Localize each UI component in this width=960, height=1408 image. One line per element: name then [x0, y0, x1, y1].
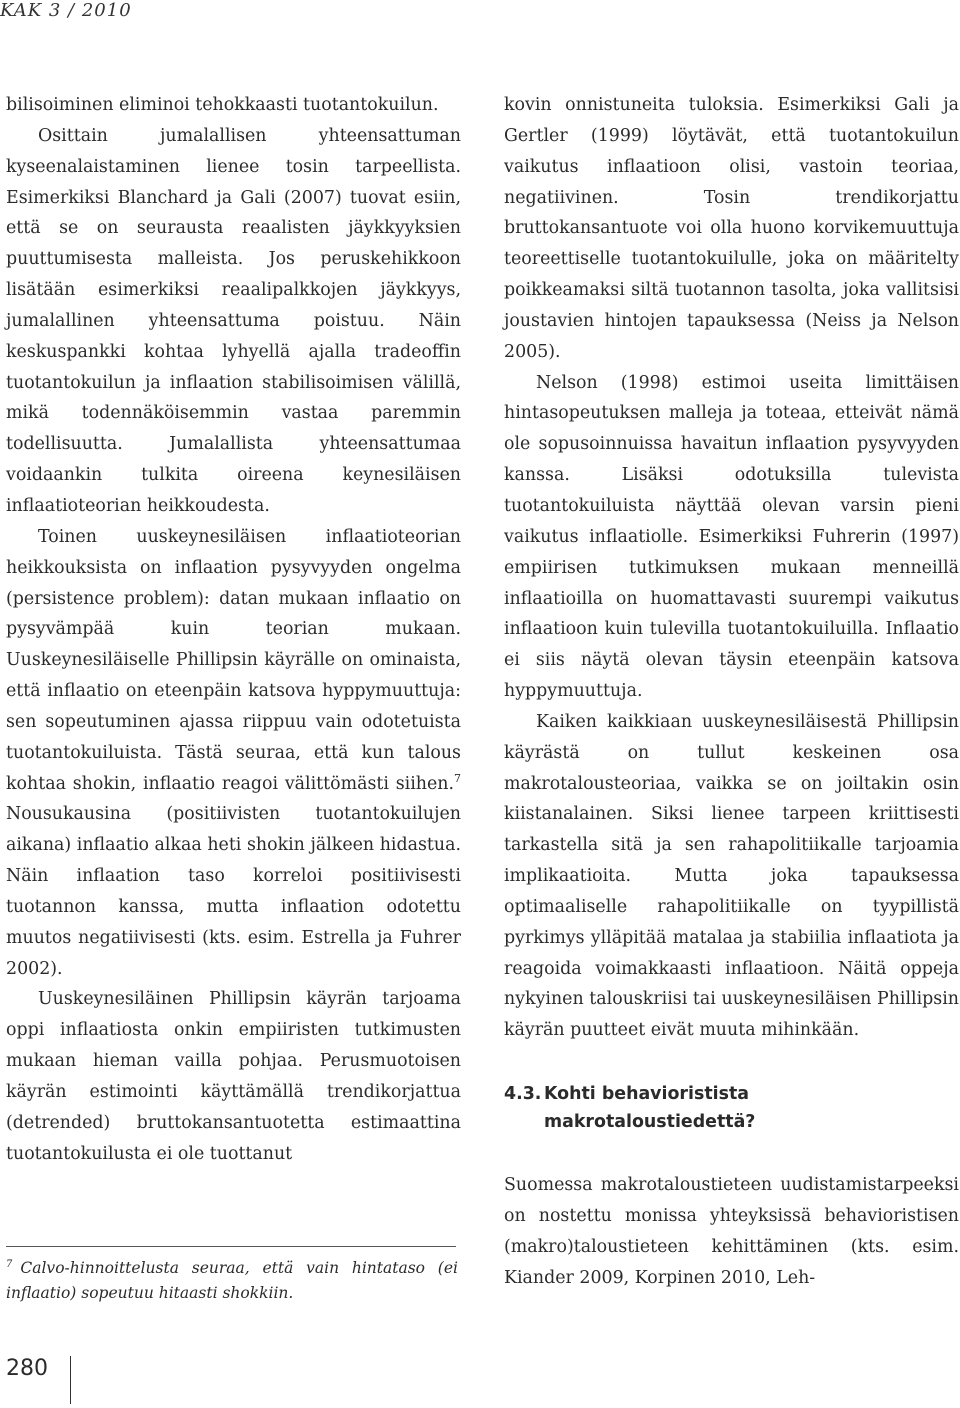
section-number: 4.3.	[504, 1084, 542, 1105]
section-heading	[504, 1080, 959, 1136]
paragraph: Suomessa makrotaloustieteen uudistamistarpeeksi on nostettu monissa yhteyksissä behavioristisen (makro)taloustieteen kehittäminen (kts. esim. Kiander 2009, Korpinen 2010, Leh-	[504, 1175, 959, 1288]
journal-header: KAK 3 / 2010	[0, 0, 132, 21]
paragraph	[6, 522, 461, 985]
right-column	[504, 90, 959, 1294]
section-title-line: makrotaloustiedettä?	[544, 1112, 756, 1133]
paragraph: Kaiken kaikkiaan uuskeynesiläisestä Phillipsin käyrästä on tullut keskeinen osa makrotalousteoriaa, vaikka se on joiltakin osin kiistanalainen. Siksi lienee tarpeen kriittisesti tarkastella sitä ja sen rahapolitiikalle tarjoamia implikaatioita. Mutta joka tapauksessa optimaaliselle rahapolitiikalle on tyypillistä pyrkimys ylläpitää matalaa ja stabiilia inflaatiota ja reagoida voimakkaasti inflaatioon. Näitä oppeja nykyinen talouskriisi tai uuskeynesiläisen Phillipsin käyrän puutteet eivät muuta mihinkään.	[504, 711, 959, 1041]
paragraph: Uuskeynesiläinen Phillipsin käyrän tarjoama oppi inflaatiosta onkin empiiristen tutkimusten mukaan hieman vailla pohjaa. Perusmuotoisen käyrän estimointi käyttämällä trendikorjattua (detrended) bruttokansantuotetta estimaattina tuotantokuilusta ei ole tuottanut	[6, 989, 461, 1164]
left-column	[6, 90, 461, 1170]
footnote	[6, 1256, 458, 1306]
footnote-number: 7	[6, 1258, 13, 1270]
section-title	[544, 1080, 755, 1136]
paragraph-text: Nousukausina (positiivisten tuotantokuilujen aikana) inflaatio alkaa heti shokin jälkeen hidastua. Näin inflaation taso korreloi positiivisesti tuotannon kanssa, mutta inflaation odotettu muutos negatiivisesti (kts. esim. Estrella ja Fuhrer 2002).	[6, 804, 461, 979]
paragraph: bilisoiminen eliminoi tehokkaasti tuotantokuilun.	[6, 95, 439, 115]
footnote-text: Calvo-hinnoittelusta seuraa, että vain hintataso (ei inflaatio) sopeutuu hitaasti shokkiin.	[6, 1259, 458, 1302]
footnote-reference: 7	[454, 771, 461, 785]
paragraph: Nelson (1998) estimoi useita limittäisen hintasopeutuksen malleja ja toteaa, etteivät nämä ole sopusoinnuissa havaitun inflaation pysyvyyden kanssa. Lisäksi odotuksilla tulevista tuotantokuiluista näyttää olevan varsin pieni vaikutus inflaatiolle. Esimerkiksi Fuhrerin (1997) empiirisen tutkimuksen mukaan menneillä inflaatioilla on huomattavasti suurempi vaikutus inflaatioon kuin tulevilla tuotantokuiluilla. Inflaatio ei siis näytä olevan täysin eteenpäin katsova hyppymuuttuja.	[504, 372, 959, 702]
paragraph-text: Toinen uuskeynesiläisen inflaatioteorian heikkouksista on inflaation pysyvyyden ongelma (persistence problem): datan mukaan inflaatio on pysyvämpää kuin teorian mukaan. Uuskeynesiläiselle Phillipsin käyrälle on ominaista, että inflaatio on eteenpäin katsova hyppymuuttuja: sen sopeutuminen ajassa riippuu vain odotetuista tuotantokuiluista. Tästä seuraa, että kun talous kohtaa shokin, inflaatio reagoi välittömästi siihen.	[6, 526, 461, 794]
paragraph: Osittain jumalallisen yhteensattuman kyseenalaistaminen lienee tosin tarpeellista. Esimerkiksi Blanchard ja Gali (2007) tuovat esiin, että se on seurausta reaalisten jäykkyyksien puuttumisesta malleista. Jos peruskehikkoon lisätään esimerkiksi reaalipalkkojen jäykkyys, jumalallinen yhteensattuma poistuu. Näin keskuspankki kohtaa lyhyellä ajalla tradeoffin tuotantokuilun ja inflaation stabilisoimisen välillä, mikä todennäköisemmin vastaa paremmin todellisuutta. Jumalallista yhteensattumaa voidaankin tulkita oireena keynesiläisen inflaatioteorian heikkoudesta.	[6, 125, 461, 516]
page-number: 280	[6, 1356, 48, 1381]
page-number-divider	[70, 1356, 71, 1404]
section-title-line: Kohti behavioristista	[544, 1084, 749, 1105]
footnote-divider	[6, 1246, 456, 1247]
paragraph: kovin onnistuneita tuloksia. Esimerkiksi Gali ja Gertler (1999) löytävät, että tuotantokuilun vaikutus inflaatioon olisi, vastoin teoriaa, negatiivinen. Tosin trendikorjattu bruttokansantuote voi olla huono korvikemuuttuja teoreettiselle tuotantokuilulle, joka on määritelty poikkeamaksi siltä tuotannon tasolta, joka vallitsisi joustavien hintojen tapauksessa (Neiss ja Nelson 2005).	[504, 95, 959, 362]
